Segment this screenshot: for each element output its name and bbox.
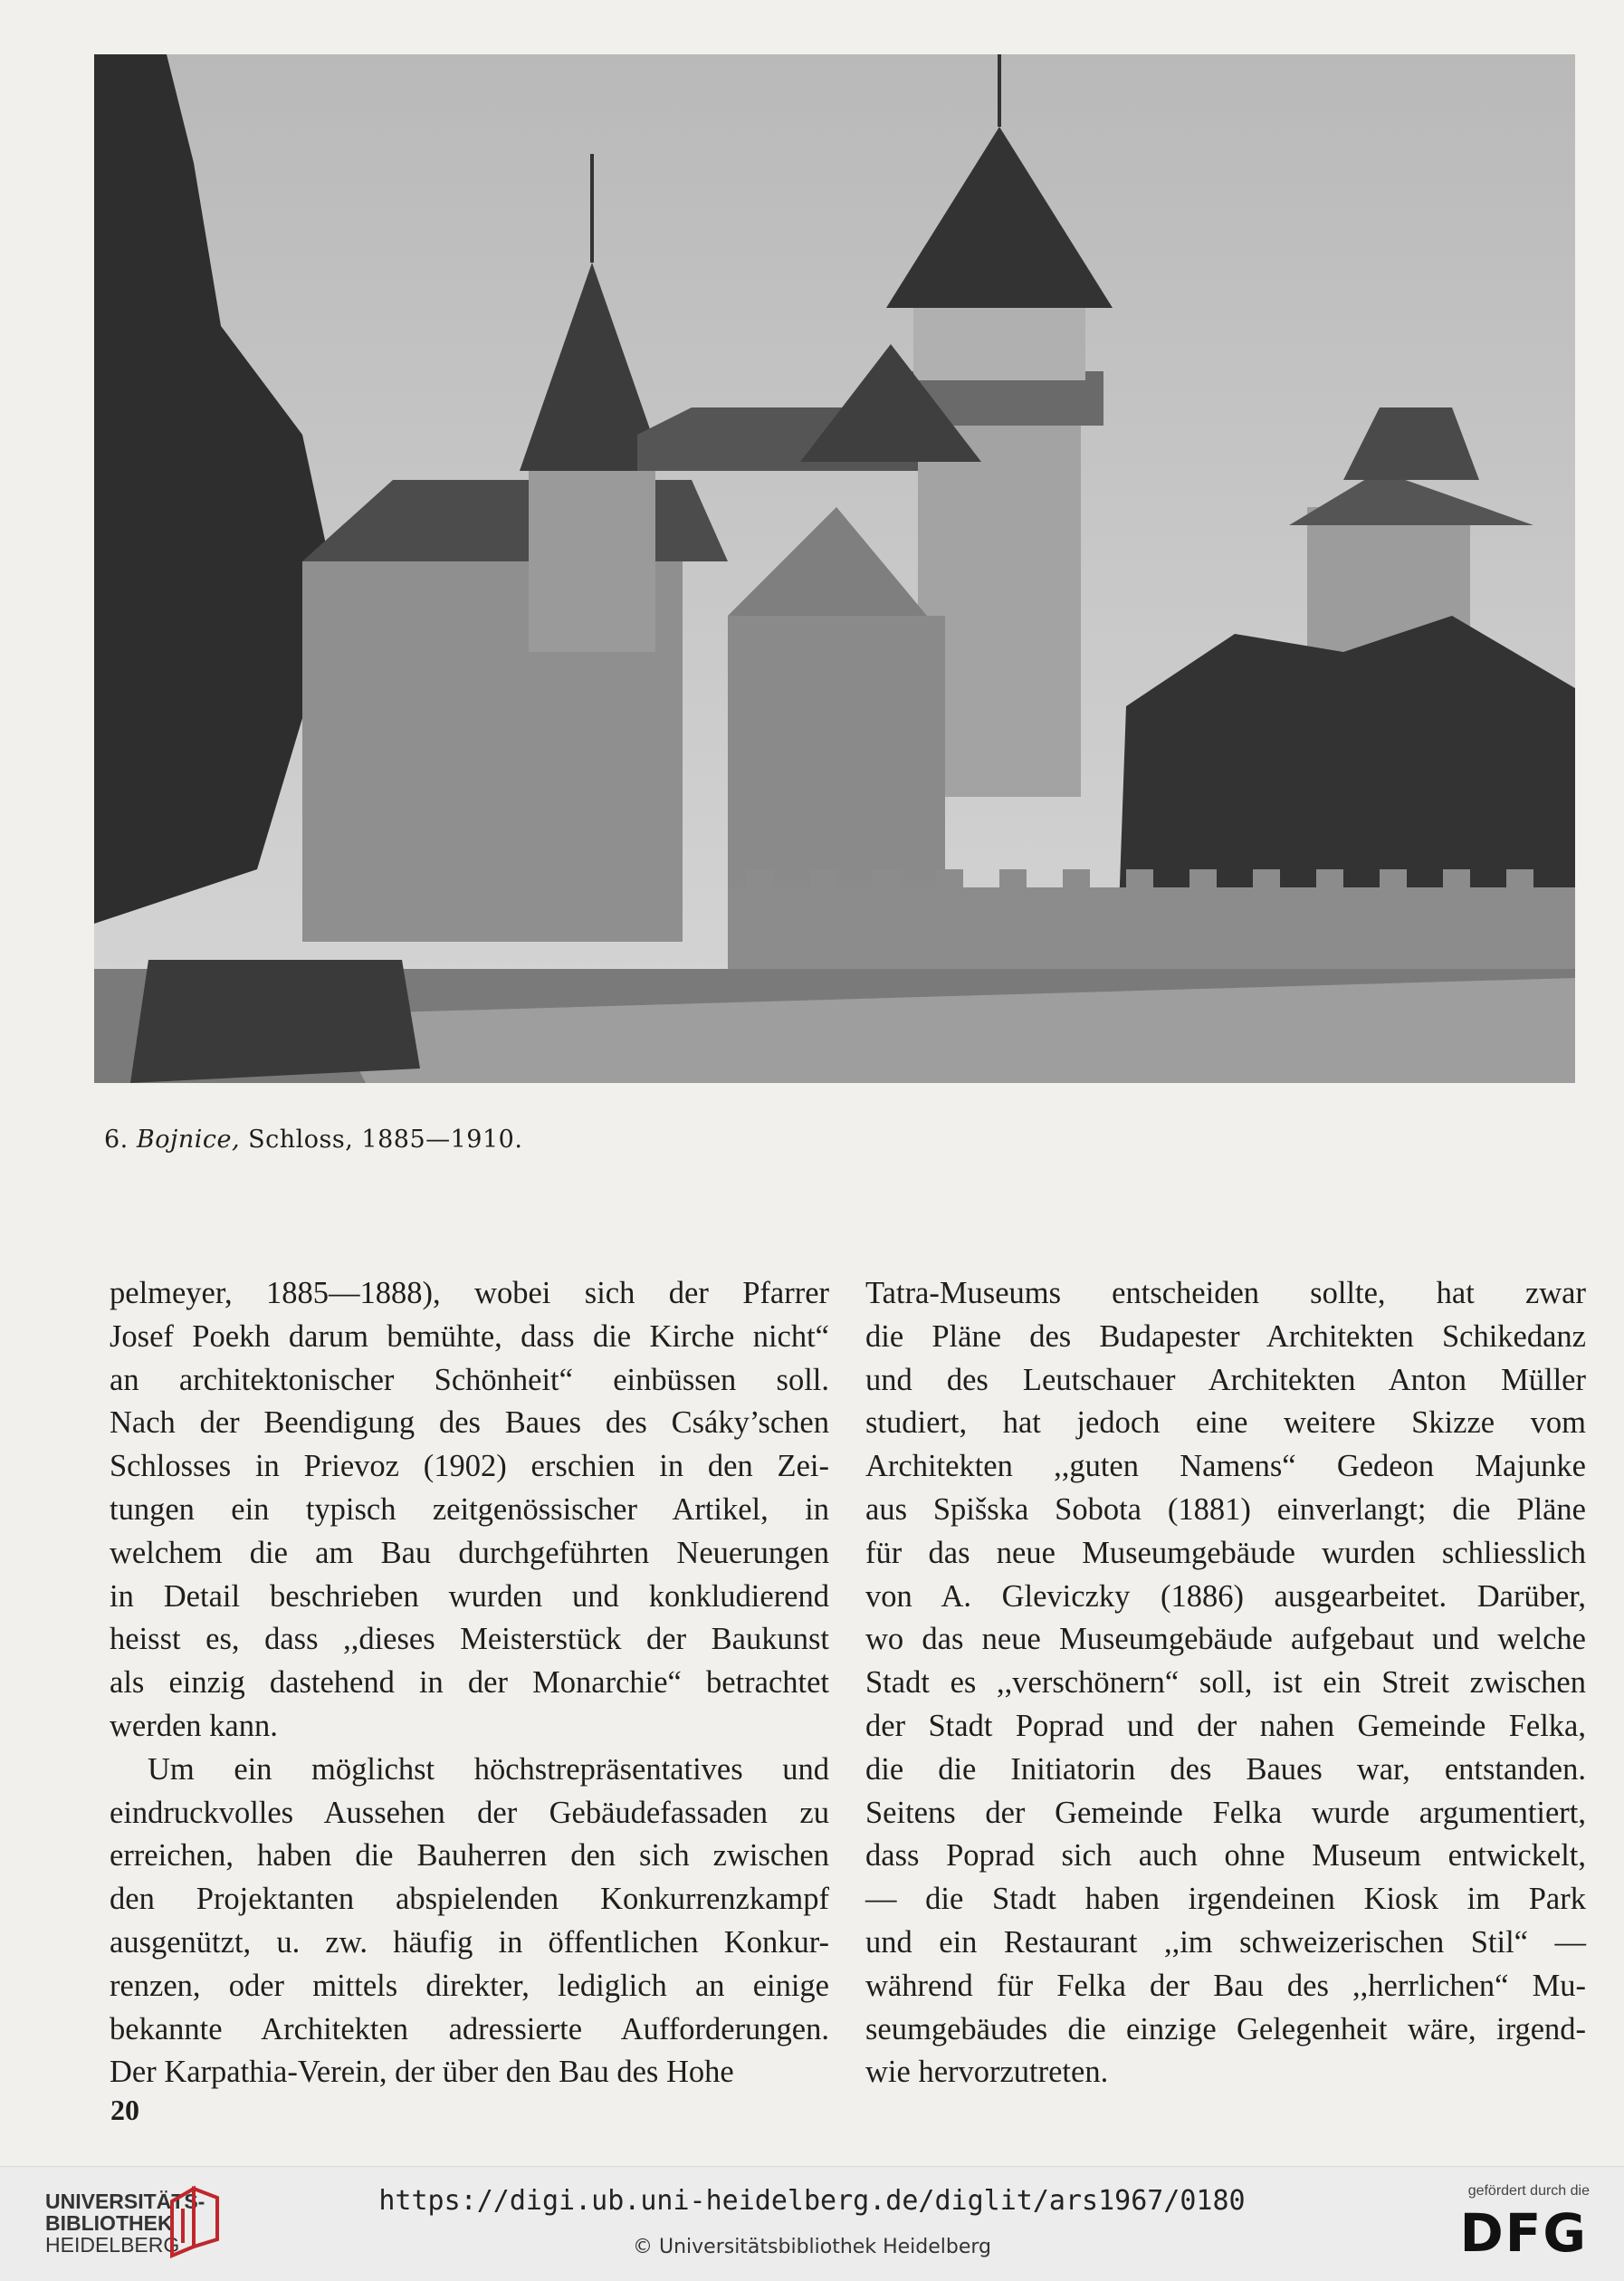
- text-line: renzen, oder mittels direkter, lediglich an einige: [110, 1968, 829, 2003]
- text-line: eindruckvolles Aussehen der Gebäudefassaden zu: [110, 1795, 829, 1830]
- text-line: werden kann.: [110, 1708, 278, 1743]
- text-line: die die Initiatorin des Baues war, entstanden.: [865, 1751, 1586, 1787]
- text-line: Josef Poekh darum bemühte, dass die Kirche nicht“: [110, 1318, 829, 1354]
- text-line: bekannte Architekten adressierte Aufforderungen.: [110, 2011, 829, 2046]
- left-text-column: [110, 1272, 829, 2094]
- text-line: wo das neue Museumgebäude aufgebaut und welche: [865, 1622, 1586, 1657]
- footer-bar: [0, 2166, 1624, 2281]
- text-line: und ein Restaurant ,,im schweizerischen Stil“ —: [865, 1924, 1586, 1960]
- text-line: wie hervorzutreten.: [865, 2055, 1109, 2090]
- caption-place: Bojnice,: [136, 1126, 241, 1154]
- library-name-line3: HEIDELBERG: [45, 2233, 180, 2257]
- text-line: Schlosses in Prievoz (1902) erschien in den Zei-: [110, 1449, 829, 1484]
- dfg-logo: DFG: [1459, 2202, 1588, 2264]
- text-line: heisst es, dass ,,dieses Meisterstück der Baukunst: [110, 1622, 829, 1657]
- text-line: Um ein möglichst höchstrepräsentatives und: [148, 1751, 829, 1787]
- caption-rest: Schloss, 1885—1910.: [240, 1126, 523, 1154]
- copyright-notice: © Universitätsbibliothek Heidelberg: [632, 2236, 991, 2258]
- text-line: an architektonischer Schönheit“ einbüssen soll.: [110, 1362, 829, 1397]
- text-line: Architekten ,,guten Namens“ Gedeon Majunke: [865, 1449, 1586, 1484]
- text-line: tungen ein typisch zeitgenössischer Artikel, in: [110, 1491, 829, 1527]
- library-name-line1: UNIVERSITÄTS-: [45, 2190, 205, 2213]
- text-line: aus Spišska Sobota (1881) einverlangt; die Pläne: [865, 1491, 1586, 1527]
- library-name-line2: BIBLIOTHEK: [45, 2211, 173, 2235]
- text-line: Nach der Beendigung des Baues des Csáky’schen: [110, 1405, 829, 1441]
- text-line: welchem die am Bau durchgeführten Neuerungen: [110, 1535, 829, 1570]
- text-line: Stadt es ,,verschönern“ soll, ist ein Streit zwischen: [865, 1665, 1586, 1701]
- text-line: erreichen, haben die Bauherren den sich zwischen: [110, 1838, 829, 1874]
- text-line: Tatra-Museums entscheiden sollte, hat zwar: [865, 1276, 1586, 1310]
- text-line: in Detail beschrieben wurden und konkludierend: [110, 1578, 829, 1614]
- text-line: während für Felka der Bau des ,,herrlichen“ Mu-: [865, 1968, 1586, 2003]
- text-line: für das neue Museumgebäude wurden schliesslich: [865, 1535, 1586, 1570]
- caption-number: 6.: [104, 1126, 129, 1154]
- text-line: und des Leutschauer Architekten Anton Müller: [865, 1362, 1586, 1397]
- text-line: der Stadt Poprad und der nahen Gemeinde Felka,: [865, 1708, 1586, 1743]
- document-url[interactable]: https://digi.ub.uni-heidelberg.de/diglit/ars1967/0180: [378, 2185, 1246, 2217]
- text-line: Seitens der Gemeinde Felka wurde argumentiert,: [865, 1795, 1586, 1830]
- text-line: dass Poprad sich auch ohne Museum entwickelt,: [865, 1838, 1586, 1874]
- castle-photo: [94, 54, 1575, 1083]
- page-number: 20: [110, 2094, 139, 2126]
- text-line: seumgebäudes die einzige Gelegenheit wäre, irgend-: [865, 2011, 1586, 2046]
- figure-caption: [104, 1126, 522, 1154]
- text-line: Der Karpathia-Verein, der über den Bau des Hohe: [110, 2055, 734, 2090]
- text-line: die Pläne des Budapester Architekten Schikedanz: [865, 1318, 1586, 1354]
- text-line: studiert, hat jedoch eine weitere Skizze vom: [865, 1405, 1586, 1441]
- text-line: — die Stadt haben irgendeinen Kiosk im Park: [865, 1882, 1586, 1917]
- text-line: von A. Gleviczky (1886) ausgearbeitet. Darüber,: [865, 1578, 1586, 1614]
- text-line: pelmeyer, 1885—1888), wobei sich der Pfarrer: [110, 1276, 829, 1310]
- text-line: den Projektanten abspielenden Konkurrenzkampf: [110, 1882, 829, 1917]
- text-line: ausgenützt, u. zw. häufig in öffentlichen Konkur-: [110, 1924, 829, 1960]
- funded-by-label: gefördert durch die: [1467, 2183, 1590, 2199]
- castle-photo-image: [94, 54, 1575, 1083]
- right-text-column: [865, 1272, 1586, 2094]
- text-line: als einzig dastehend in der Monarchie“ betrachtet: [110, 1665, 829, 1701]
